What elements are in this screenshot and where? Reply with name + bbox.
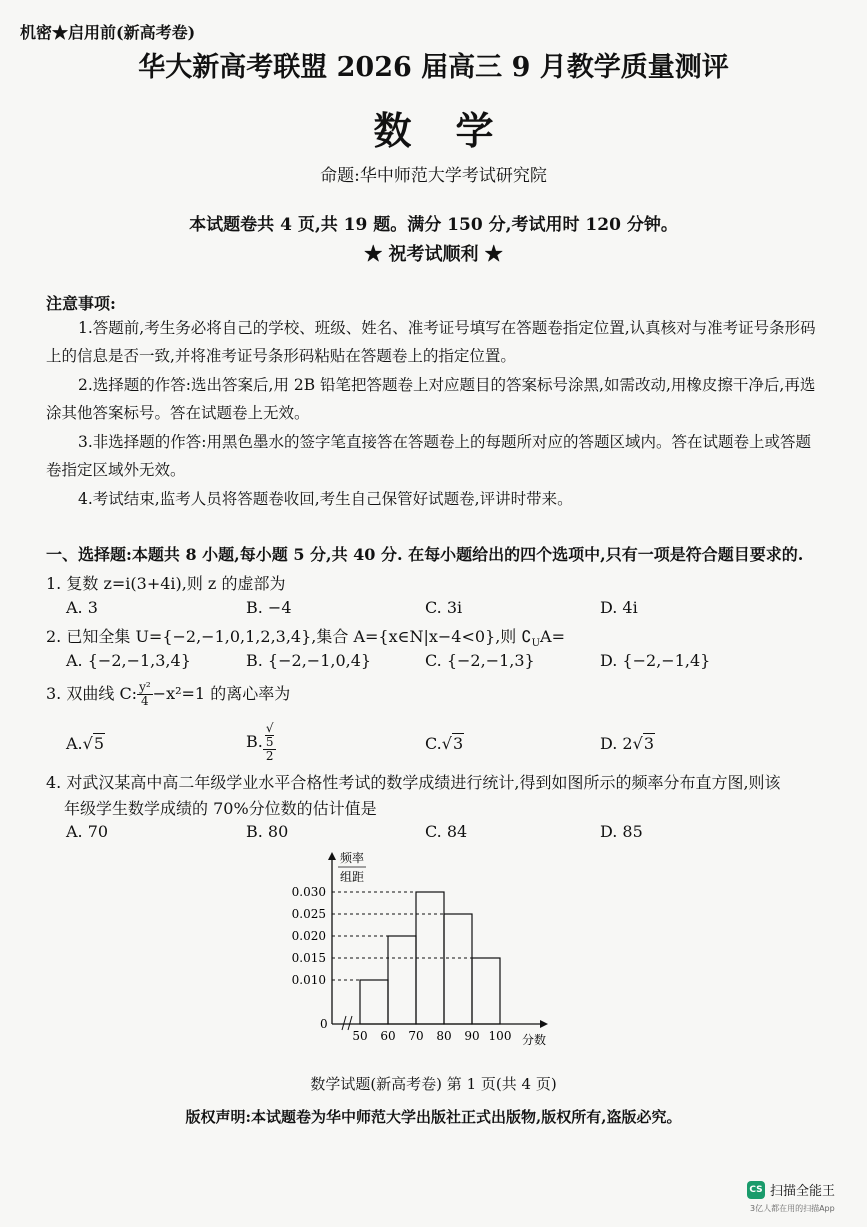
q2-stem-text: 2. 已知全集 U={−2,−1,0,1,2,3,4},集合 A={x∈N|x−4<0},则 ∁ bbox=[46, 627, 532, 646]
y-tick-label: 0.010 bbox=[291, 973, 326, 987]
axis-break-mark bbox=[342, 1016, 352, 1030]
x-tick-label: 80 bbox=[436, 1029, 452, 1043]
histogram-bar bbox=[444, 914, 472, 1024]
q2-option-d: D. {−2,−1,4} bbox=[600, 651, 711, 670]
question-4-line-1: 4. 对武汉某高中高二年级学业水平合格性考试的数学成绩进行统计,得到如图所示的频率分布直方图,则该 bbox=[46, 773, 781, 792]
q4-option-c: C. 84 bbox=[425, 822, 468, 841]
q3-stem-pre: 3. 双曲线 C: bbox=[46, 684, 138, 703]
notice-item: 1.答题前,考生务必将自己的学校、班级、姓名、准考证号填写在答题卷指定位置,认真核对与准考证号条形码上的信息是否一致,并将准考证号条形码粘贴在答题卷上的指定位置。 bbox=[46, 319, 816, 365]
exam-title: 华大新高考联盟 2026 届高三 9 月教学质量测评 bbox=[138, 52, 729, 83]
q3-frac-den: 4 bbox=[141, 694, 149, 708]
origin-label: 0 bbox=[320, 1017, 328, 1031]
q1-option-c: C. 3i bbox=[425, 598, 463, 617]
scanner-app-name: 扫描全能王 bbox=[770, 1184, 836, 1199]
copyright-notice: 版权声明:本试题卷为华中师范大学出版社正式出版物,版权所有,盗版必究。 bbox=[185, 1108, 682, 1126]
y-axis-label-bottom: 组距 bbox=[340, 870, 365, 884]
q2-option-a: A. {−2,−1,3,4} bbox=[66, 651, 191, 670]
q3-b-fraction bbox=[263, 722, 277, 763]
q3-b-den: 2 bbox=[265, 749, 274, 763]
subject-title: 数学 bbox=[373, 108, 538, 153]
scanner-tagline: 3亿人都在用的扫描App bbox=[750, 1204, 835, 1213]
q2-option-c: C. {−2,−1,3} bbox=[425, 651, 535, 670]
page-footer: 数学试题(新高考卷) 第 1 页(共 4 页) bbox=[310, 1075, 557, 1093]
q1-option-a: A. 3 bbox=[66, 598, 98, 617]
y-tick-label: 0.015 bbox=[291, 951, 326, 965]
q2-stem-end: A= bbox=[540, 627, 565, 646]
q4-option-d: D. 85 bbox=[600, 822, 643, 841]
question-4-line-2: 年级学生数学成绩的 70%分位数的估计值是 bbox=[64, 799, 377, 818]
scanner-logo-icon: CS bbox=[747, 1181, 765, 1199]
y-tick-label: 0.020 bbox=[291, 929, 326, 943]
q4-option-a: A. 70 bbox=[66, 822, 109, 841]
frequency-histogram bbox=[280, 846, 580, 1052]
q3-option-b bbox=[246, 722, 276, 763]
author-line: 命题:华中师范大学考试研究院 bbox=[320, 166, 547, 186]
question-1-stem: 1. 复数 z=i(3+4i),则 z 的虚部为 bbox=[46, 574, 286, 593]
notice-list bbox=[46, 314, 826, 514]
x-tick-label: 70 bbox=[408, 1029, 424, 1043]
q3-b-num: √ 5 bbox=[263, 722, 277, 750]
q3-d-value: 3 bbox=[643, 734, 654, 753]
q1-option-d: D. 4i bbox=[600, 598, 638, 617]
q3-option-a: A.√5 bbox=[66, 734, 105, 753]
y-axis-arrow bbox=[328, 852, 336, 860]
scanner-watermark bbox=[747, 1180, 835, 1199]
q3-stem-post: −x²=1 的离心率为 bbox=[152, 684, 291, 703]
x-tick-label: 90 bbox=[464, 1029, 480, 1043]
y-tick-label: 0.030 bbox=[291, 885, 326, 899]
question-3-stem bbox=[46, 681, 290, 708]
q3-c-label: C. bbox=[425, 734, 442, 753]
x-tick-label: 100 bbox=[488, 1029, 512, 1043]
exam-info: 本试题卷共 4 页,共 19 题。满分 150 分,考试用时 120 分钟。 bbox=[189, 215, 678, 235]
q3-fraction bbox=[137, 681, 153, 708]
q3-b-label: B. bbox=[246, 732, 263, 751]
q3-c-value: 3 bbox=[452, 734, 464, 753]
q3-option-c: C.√3 bbox=[425, 734, 464, 753]
q3-d-label: D. 2 bbox=[600, 734, 633, 753]
x-axis-arrow bbox=[540, 1020, 548, 1028]
q2-subscript: U bbox=[531, 638, 541, 650]
confidential-tag: 机密★启用前(新高考卷) bbox=[20, 23, 196, 42]
histogram-bar bbox=[472, 958, 500, 1024]
x-tick-label: 60 bbox=[380, 1029, 396, 1043]
good-luck-line: ★ 祝考试顺利 ★ bbox=[364, 244, 503, 265]
q3-a-value: 5 bbox=[93, 734, 105, 753]
q3-b-num-val: 5 bbox=[265, 735, 274, 749]
q4-option-b: B. 80 bbox=[246, 822, 289, 841]
histogram-bar bbox=[360, 980, 388, 1024]
q3-frac-num: y² bbox=[139, 680, 151, 694]
q2-option-b: B. {−2,−1,0,4} bbox=[246, 651, 372, 670]
notice-title: 注意事项: bbox=[46, 294, 116, 313]
y-axis-label-top: 频率 bbox=[340, 851, 365, 865]
notice-item: 2.选择题的作答:选出答案后,用 2B 铅笔把答题卷上对应题目的答案标号涂黑,如需改动,用橡皮擦干净后,再选涂其他答案标号。答在试题卷上无效。 bbox=[46, 376, 816, 422]
q1-option-b: B. −4 bbox=[246, 598, 292, 617]
notice-item: 3.非选择题的作答:用黑色墨水的签字笔直接答在答题卷上的每题所对应的答题区域内。答在试题卷上或答题卷指定区域外无效。 bbox=[46, 433, 812, 479]
y-tick-label: 0.025 bbox=[291, 907, 326, 921]
x-tick-label: 50 bbox=[352, 1029, 368, 1043]
histogram-bar bbox=[388, 936, 416, 1024]
section-heading: 一、选择题:本题共 8 小题,每小题 5 分,共 40 分. 在每小题给出的四个选项中,只有一项是符合题目要求的. bbox=[46, 545, 804, 564]
q3-a-label: A. bbox=[66, 734, 83, 753]
x-axis-label: 分数 bbox=[521, 1033, 547, 1047]
q3-option-d: D. 2√3 bbox=[600, 734, 654, 753]
notice-item: 4.考试结束,监考人员将答题卷收回,考生自己保管好试题卷,评讲时带来。 bbox=[78, 490, 573, 508]
question-2-stem bbox=[46, 624, 565, 649]
